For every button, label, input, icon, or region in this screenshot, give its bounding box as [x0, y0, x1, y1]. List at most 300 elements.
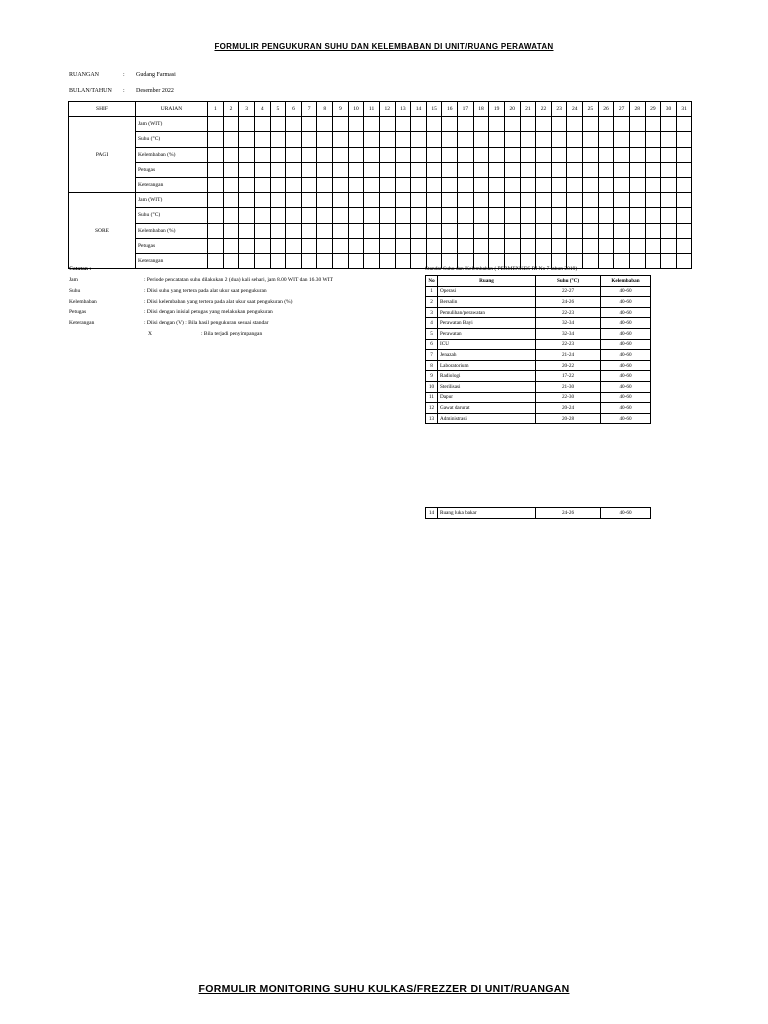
entry-cell[interactable] [536, 238, 552, 253]
entry-cell[interactable] [395, 177, 411, 192]
entry-cell[interactable] [254, 193, 270, 208]
entry-cell[interactable] [629, 177, 645, 192]
entry-cell[interactable] [286, 238, 302, 253]
entry-cell[interactable] [317, 208, 333, 223]
entry-cell[interactable] [223, 177, 239, 192]
entry-cell[interactable] [645, 238, 661, 253]
entry-cell[interactable] [223, 162, 239, 177]
entry-cell[interactable] [645, 208, 661, 223]
entry-cell[interactable] [208, 147, 224, 162]
entry-cell[interactable] [458, 162, 474, 177]
entry-cell[interactable] [379, 208, 395, 223]
entry-cell[interactable] [333, 238, 349, 253]
entry-cell[interactable] [661, 117, 677, 132]
entry-cell[interactable] [489, 147, 505, 162]
entry-cell[interactable] [629, 162, 645, 177]
entry-cell[interactable] [676, 208, 692, 223]
entry-cell[interactable] [473, 117, 489, 132]
entry-cell[interactable] [598, 117, 614, 132]
entry-cell[interactable] [676, 132, 692, 147]
entry-cell[interactable] [520, 132, 536, 147]
entry-cell[interactable] [239, 117, 255, 132]
entry-cell[interactable] [223, 132, 239, 147]
entry-cell[interactable] [598, 147, 614, 162]
entry-cell[interactable] [426, 162, 442, 177]
entry-cell[interactable] [676, 177, 692, 192]
entry-cell[interactable] [395, 223, 411, 238]
entry-cell[interactable] [411, 177, 427, 192]
entry-cell[interactable] [629, 147, 645, 162]
entry-cell[interactable] [348, 223, 364, 238]
entry-cell[interactable] [536, 147, 552, 162]
entry-cell[interactable] [239, 223, 255, 238]
entry-cell[interactable] [286, 147, 302, 162]
entry-cell[interactable] [614, 177, 630, 192]
entry-cell[interactable] [379, 238, 395, 253]
entry-cell[interactable] [520, 208, 536, 223]
entry-cell[interactable] [458, 117, 474, 132]
entry-cell[interactable] [458, 147, 474, 162]
entry-cell[interactable] [661, 132, 677, 147]
entry-cell[interactable] [645, 147, 661, 162]
entry-cell[interactable] [270, 223, 286, 238]
entry-cell[interactable] [661, 177, 677, 192]
entry-cell[interactable] [645, 193, 661, 208]
entry-cell[interactable] [254, 238, 270, 253]
entry-cell[interactable] [208, 223, 224, 238]
entry-cell[interactable] [426, 177, 442, 192]
entry-cell[interactable] [333, 253, 349, 268]
entry-cell[interactable] [208, 132, 224, 147]
entry-cell[interactable] [208, 162, 224, 177]
entry-cell[interactable] [395, 132, 411, 147]
entry-cell[interactable] [270, 162, 286, 177]
entry-cell[interactable] [426, 223, 442, 238]
entry-cell[interactable] [442, 147, 458, 162]
entry-cell[interactable] [567, 238, 583, 253]
entry-cell[interactable] [364, 162, 380, 177]
entry-cell[interactable] [520, 177, 536, 192]
entry-cell[interactable] [333, 208, 349, 223]
entry-cell[interactable] [333, 117, 349, 132]
entry-cell[interactable] [551, 223, 567, 238]
entry-cell[interactable] [567, 223, 583, 238]
entry-cell[interactable] [598, 223, 614, 238]
entry-cell[interactable] [270, 238, 286, 253]
entry-cell[interactable] [254, 223, 270, 238]
entry-cell[interactable] [520, 117, 536, 132]
entry-cell[interactable] [442, 117, 458, 132]
entry-cell[interactable] [473, 208, 489, 223]
entry-cell[interactable] [348, 132, 364, 147]
entry-cell[interactable] [661, 223, 677, 238]
entry-cell[interactable] [333, 193, 349, 208]
entry-cell[interactable] [333, 223, 349, 238]
entry-cell[interactable] [536, 132, 552, 147]
entry-cell[interactable] [583, 147, 599, 162]
entry-cell[interactable] [614, 117, 630, 132]
entry-cell[interactable] [239, 238, 255, 253]
entry-cell[interactable] [254, 177, 270, 192]
entry-cell[interactable] [317, 147, 333, 162]
entry-cell[interactable] [629, 253, 645, 268]
entry-cell[interactable] [411, 147, 427, 162]
entry-cell[interactable] [395, 253, 411, 268]
entry-cell[interactable] [442, 193, 458, 208]
entry-cell[interactable] [395, 193, 411, 208]
entry-cell[interactable] [379, 147, 395, 162]
entry-cell[interactable] [254, 132, 270, 147]
entry-cell[interactable] [426, 193, 442, 208]
entry-cell[interactable] [286, 162, 302, 177]
entry-cell[interactable] [551, 147, 567, 162]
entry-cell[interactable] [301, 147, 317, 162]
entry-cell[interactable] [411, 162, 427, 177]
entry-cell[interactable] [364, 132, 380, 147]
entry-cell[interactable] [567, 132, 583, 147]
entry-cell[interactable] [614, 208, 630, 223]
entry-cell[interactable] [473, 223, 489, 238]
entry-cell[interactable] [286, 117, 302, 132]
entry-cell[interactable] [473, 193, 489, 208]
entry-cell[interactable] [489, 208, 505, 223]
entry-cell[interactable] [301, 117, 317, 132]
entry-cell[interactable] [489, 238, 505, 253]
entry-cell[interactable] [661, 238, 677, 253]
entry-cell[interactable] [223, 238, 239, 253]
entry-cell[interactable] [426, 132, 442, 147]
entry-cell[interactable] [629, 193, 645, 208]
entry-cell[interactable] [489, 223, 505, 238]
entry-cell[interactable] [395, 162, 411, 177]
entry-cell[interactable] [348, 147, 364, 162]
entry-cell[interactable] [442, 132, 458, 147]
entry-cell[interactable] [395, 238, 411, 253]
entry-cell[interactable] [364, 238, 380, 253]
entry-cell[interactable] [458, 132, 474, 147]
entry-cell[interactable] [598, 162, 614, 177]
entry-cell[interactable] [379, 177, 395, 192]
entry-cell[interactable] [411, 132, 427, 147]
entry-cell[interactable] [551, 193, 567, 208]
entry-cell[interactable] [567, 147, 583, 162]
entry-cell[interactable] [239, 253, 255, 268]
entry-cell[interactable] [567, 193, 583, 208]
entry-cell[interactable] [583, 253, 599, 268]
entry-cell[interactable] [614, 147, 630, 162]
entry-cell[interactable] [286, 253, 302, 268]
entry-cell[interactable] [286, 177, 302, 192]
entry-cell[interactable] [270, 117, 286, 132]
entry-cell[interactable] [473, 147, 489, 162]
entry-cell[interactable] [301, 162, 317, 177]
entry-cell[interactable] [348, 117, 364, 132]
entry-cell[interactable] [645, 117, 661, 132]
entry-cell[interactable] [536, 208, 552, 223]
entry-cell[interactable] [364, 193, 380, 208]
entry-cell[interactable] [270, 193, 286, 208]
entry-cell[interactable] [567, 162, 583, 177]
entry-cell[interactable] [208, 208, 224, 223]
entry-cell[interactable] [458, 208, 474, 223]
entry-cell[interactable] [583, 132, 599, 147]
entry-cell[interactable] [567, 117, 583, 132]
entry-cell[interactable] [395, 208, 411, 223]
entry-cell[interactable] [676, 193, 692, 208]
entry-cell[interactable] [411, 117, 427, 132]
entry-cell[interactable] [286, 193, 302, 208]
entry-cell[interactable] [223, 223, 239, 238]
entry-cell[interactable] [301, 193, 317, 208]
entry-cell[interactable] [504, 177, 520, 192]
entry-cell[interactable] [426, 147, 442, 162]
entry-cell[interactable] [536, 117, 552, 132]
entry-cell[interactable] [629, 238, 645, 253]
entry-cell[interactable] [301, 208, 317, 223]
entry-cell[interactable] [661, 162, 677, 177]
entry-cell[interactable] [645, 132, 661, 147]
entry-cell[interactable] [614, 253, 630, 268]
entry-cell[interactable] [442, 208, 458, 223]
entry-cell[interactable] [458, 193, 474, 208]
entry-cell[interactable] [645, 253, 661, 268]
entry-cell[interactable] [317, 238, 333, 253]
entry-cell[interactable] [286, 208, 302, 223]
entry-cell[interactable] [379, 162, 395, 177]
entry-cell[interactable] [520, 162, 536, 177]
entry-cell[interactable] [254, 208, 270, 223]
entry-cell[interactable] [442, 162, 458, 177]
entry-cell[interactable] [411, 238, 427, 253]
entry-cell[interactable] [473, 132, 489, 147]
entry-cell[interactable] [223, 193, 239, 208]
entry-cell[interactable] [348, 238, 364, 253]
entry-cell[interactable] [567, 208, 583, 223]
entry-cell[interactable] [270, 147, 286, 162]
entry-cell[interactable] [333, 177, 349, 192]
entry-cell[interactable] [551, 117, 567, 132]
entry-cell[interactable] [598, 238, 614, 253]
entry-cell[interactable] [520, 238, 536, 253]
entry-cell[interactable] [239, 208, 255, 223]
entry-cell[interactable] [239, 132, 255, 147]
entry-cell[interactable] [504, 238, 520, 253]
entry-cell[interactable] [489, 117, 505, 132]
entry-cell[interactable] [458, 223, 474, 238]
entry-cell[interactable] [645, 177, 661, 192]
entry-cell[interactable] [301, 177, 317, 192]
entry-cell[interactable] [379, 117, 395, 132]
entry-cell[interactable] [239, 177, 255, 192]
entry-cell[interactable] [395, 147, 411, 162]
entry-cell[interactable] [598, 253, 614, 268]
entry-cell[interactable] [583, 223, 599, 238]
entry-cell[interactable] [583, 117, 599, 132]
entry-cell[interactable] [614, 162, 630, 177]
entry-cell[interactable] [411, 253, 427, 268]
entry-cell[interactable] [317, 162, 333, 177]
entry-cell[interactable] [536, 162, 552, 177]
entry-cell[interactable] [676, 253, 692, 268]
entry-cell[interactable] [583, 208, 599, 223]
entry-cell[interactable] [676, 238, 692, 253]
entry-cell[interactable] [317, 253, 333, 268]
entry-cell[interactable] [520, 147, 536, 162]
entry-cell[interactable] [208, 238, 224, 253]
entry-cell[interactable] [442, 223, 458, 238]
entry-cell[interactable] [270, 132, 286, 147]
entry-cell[interactable] [583, 193, 599, 208]
entry-cell[interactable] [379, 253, 395, 268]
entry-cell[interactable] [286, 132, 302, 147]
entry-cell[interactable] [629, 117, 645, 132]
entry-cell[interactable] [489, 193, 505, 208]
entry-cell[interactable] [239, 193, 255, 208]
entry-cell[interactable] [458, 238, 474, 253]
entry-cell[interactable] [614, 223, 630, 238]
entry-cell[interactable] [520, 223, 536, 238]
entry-cell[interactable] [536, 223, 552, 238]
entry-cell[interactable] [208, 193, 224, 208]
entry-cell[interactable] [364, 117, 380, 132]
entry-cell[interactable] [504, 132, 520, 147]
entry-cell[interactable] [614, 193, 630, 208]
entry-cell[interactable] [629, 223, 645, 238]
entry-cell[interactable] [333, 132, 349, 147]
entry-cell[interactable] [301, 253, 317, 268]
entry-cell[interactable] [223, 208, 239, 223]
entry-cell[interactable] [379, 223, 395, 238]
entry-cell[interactable] [426, 117, 442, 132]
entry-cell[interactable] [676, 147, 692, 162]
entry-cell[interactable] [583, 238, 599, 253]
entry-cell[interactable] [364, 208, 380, 223]
entry-cell[interactable] [317, 193, 333, 208]
entry-cell[interactable] [676, 162, 692, 177]
entry-cell[interactable] [504, 162, 520, 177]
entry-cell[interactable] [614, 132, 630, 147]
entry-cell[interactable] [333, 162, 349, 177]
entry-cell[interactable] [473, 238, 489, 253]
entry-cell[interactable] [614, 238, 630, 253]
entry-cell[interactable] [208, 117, 224, 132]
entry-cell[interactable] [551, 238, 567, 253]
entry-cell[interactable] [489, 177, 505, 192]
entry-cell[interactable] [598, 132, 614, 147]
entry-cell[interactable] [364, 223, 380, 238]
entry-cell[interactable] [645, 223, 661, 238]
entry-cell[interactable] [286, 223, 302, 238]
entry-cell[interactable] [426, 238, 442, 253]
entry-cell[interactable] [348, 162, 364, 177]
entry-cell[interactable] [661, 253, 677, 268]
entry-cell[interactable] [364, 253, 380, 268]
entry-cell[interactable] [411, 193, 427, 208]
entry-cell[interactable] [317, 177, 333, 192]
entry-cell[interactable] [395, 117, 411, 132]
entry-cell[interactable] [348, 208, 364, 223]
entry-cell[interactable] [208, 253, 224, 268]
entry-cell[interactable] [239, 162, 255, 177]
entry-cell[interactable] [489, 132, 505, 147]
entry-cell[interactable] [598, 193, 614, 208]
entry-cell[interactable] [317, 223, 333, 238]
entry-cell[interactable] [583, 162, 599, 177]
entry-cell[interactable] [317, 117, 333, 132]
entry-cell[interactable] [379, 193, 395, 208]
entry-cell[interactable] [629, 208, 645, 223]
entry-cell[interactable] [598, 208, 614, 223]
entry-cell[interactable] [661, 147, 677, 162]
entry-cell[interactable] [536, 193, 552, 208]
entry-cell[interactable] [473, 162, 489, 177]
entry-cell[interactable] [411, 223, 427, 238]
entry-cell[interactable] [676, 117, 692, 132]
entry-cell[interactable] [442, 238, 458, 253]
entry-cell[interactable] [504, 117, 520, 132]
entry-cell[interactable] [223, 253, 239, 268]
entry-cell[interactable] [364, 177, 380, 192]
entry-cell[interactable] [317, 132, 333, 147]
entry-cell[interactable] [567, 177, 583, 192]
entry-cell[interactable] [254, 253, 270, 268]
entry-cell[interactable] [364, 147, 380, 162]
entry-cell[interactable] [629, 132, 645, 147]
entry-cell[interactable] [661, 193, 677, 208]
entry-cell[interactable] [270, 177, 286, 192]
entry-cell[interactable] [551, 177, 567, 192]
entry-cell[interactable] [254, 147, 270, 162]
entry-cell[interactable] [442, 177, 458, 192]
entry-cell[interactable] [348, 177, 364, 192]
entry-cell[interactable] [270, 208, 286, 223]
entry-cell[interactable] [645, 162, 661, 177]
entry-cell[interactable] [504, 223, 520, 238]
entry-cell[interactable] [583, 177, 599, 192]
entry-cell[interactable] [536, 177, 552, 192]
entry-cell[interactable] [379, 132, 395, 147]
entry-cell[interactable] [270, 253, 286, 268]
entry-cell[interactable] [301, 132, 317, 147]
entry-cell[interactable] [551, 132, 567, 147]
entry-cell[interactable] [504, 193, 520, 208]
entry-cell[interactable] [504, 208, 520, 223]
entry-cell[interactable] [661, 208, 677, 223]
entry-cell[interactable] [473, 177, 489, 192]
entry-cell[interactable] [598, 177, 614, 192]
entry-cell[interactable] [333, 147, 349, 162]
entry-cell[interactable] [458, 177, 474, 192]
entry-cell[interactable] [676, 223, 692, 238]
entry-cell[interactable] [254, 117, 270, 132]
entry-cell[interactable] [223, 117, 239, 132]
entry-cell[interactable] [551, 162, 567, 177]
entry-cell[interactable] [551, 208, 567, 223]
entry-cell[interactable] [208, 177, 224, 192]
entry-cell[interactable] [411, 208, 427, 223]
entry-cell[interactable] [426, 208, 442, 223]
entry-cell[interactable] [504, 147, 520, 162]
entry-cell[interactable] [348, 193, 364, 208]
entry-cell[interactable] [520, 193, 536, 208]
entry-cell[interactable] [489, 162, 505, 177]
entry-cell[interactable] [223, 147, 239, 162]
entry-cell[interactable] [254, 162, 270, 177]
entry-cell[interactable] [301, 238, 317, 253]
entry-cell[interactable] [239, 147, 255, 162]
entry-cell[interactable] [348, 253, 364, 268]
entry-cell[interactable] [301, 223, 317, 238]
